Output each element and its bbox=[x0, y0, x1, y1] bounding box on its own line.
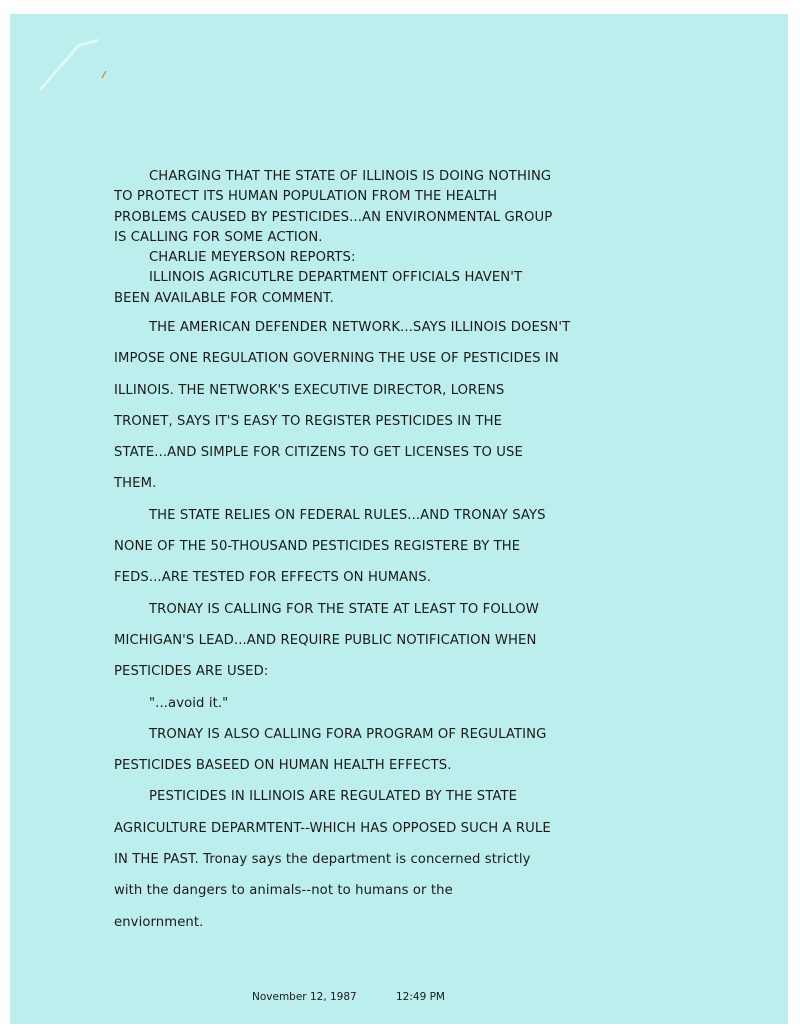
document-page bbox=[10, 14, 788, 1024]
text-line: PROBLEMS CAUSED BY PESTICIDES...AN ENVIRONMENTAL GROUP bbox=[114, 209, 553, 225]
text-line: PESTICIDES BASEED ON HUMAN HEALTH EFFECTS. bbox=[114, 758, 452, 774]
body-paragraphs bbox=[114, 312, 570, 938]
text-line: PESTICIDES ARE USED: bbox=[114, 664, 269, 680]
text-line: TRONAY IS ALSO CALLING FORA PROGRAM OF REGULATING bbox=[149, 726, 547, 742]
text-line: IMPOSE ONE REGULATION GOVERNING THE USE OF PESTICIDES IN bbox=[114, 351, 559, 367]
text-line: CHARGING THAT THE STATE OF ILLINOIS IS DOING NOTHING bbox=[149, 169, 552, 184]
text-line: enviornment. bbox=[114, 914, 204, 930]
text-line: FEDS...ARE TESTED FOR EFFECTS ON HUMANS. bbox=[114, 570, 432, 586]
text-line: PESTICIDES IN ILLINOIS ARE REGULATED BY THE STATE bbox=[149, 789, 518, 805]
text-line: THEM. bbox=[114, 476, 157, 492]
text-line: IS CALLING FOR SOME ACTION. bbox=[114, 229, 323, 245]
text-line: ILLINOIS. THE NETWORK'S EXECUTIVE DIRECTOR, LORENS bbox=[114, 382, 505, 398]
text-line: TRONET, SAYS IT'S EASY TO REGISTER PESTICIDES IN THE bbox=[114, 413, 503, 429]
text-line: BEEN AVAILABLE FOR COMMENT. bbox=[114, 290, 334, 306]
text-line: TRONAY IS CALLING FOR THE STATE AT LEAST TO FOLLOW bbox=[149, 601, 539, 617]
footer-time: 12:49 PM bbox=[396, 991, 445, 1003]
reporter-line: CHARLIE MEYERSON REPORTS: bbox=[149, 250, 356, 266]
footer-date: November 12, 1987 bbox=[252, 991, 357, 1003]
paper-crease-mark bbox=[38, 38, 108, 93]
quote-line: "...avoid it." bbox=[149, 695, 229, 711]
text-line: IN THE PAST. Tronay says the department is concerned strictly bbox=[114, 852, 531, 868]
text-line: with the dangers to animals--not to humans or the bbox=[114, 883, 453, 899]
text-line: TO PROTECT ITS HUMAN POPULATION FROM THE HEALTH bbox=[114, 189, 498, 205]
intro-paragraph bbox=[114, 167, 552, 309]
text-line: STATE...AND SIMPLE FOR CITIZENS TO GET LICENSES TO USE bbox=[114, 445, 523, 461]
text-line: AGRICULTURE DEPARMTENT--WHICH HAS OPPOSED SUCH A RULE bbox=[114, 820, 551, 836]
text-line: THE STATE RELIES ON FEDERAL RULES...AND TRONAY SAYS bbox=[149, 507, 546, 523]
text-line: ILLINOIS AGRICUTLRE DEPARTMENT OFFICIALS HAVEN'T bbox=[149, 270, 523, 286]
text-line: MICHIGAN'S LEAD...AND REQUIRE PUBLIC NOTIFICATION WHEN bbox=[114, 632, 537, 648]
text-line: THE AMERICAN DEFENDER NETWORK...SAYS ILLINOIS DOESN'T bbox=[149, 320, 571, 335]
text-line: NONE OF THE 50-THOUSAND PESTICIDES REGISTERE BY THE bbox=[114, 539, 521, 555]
